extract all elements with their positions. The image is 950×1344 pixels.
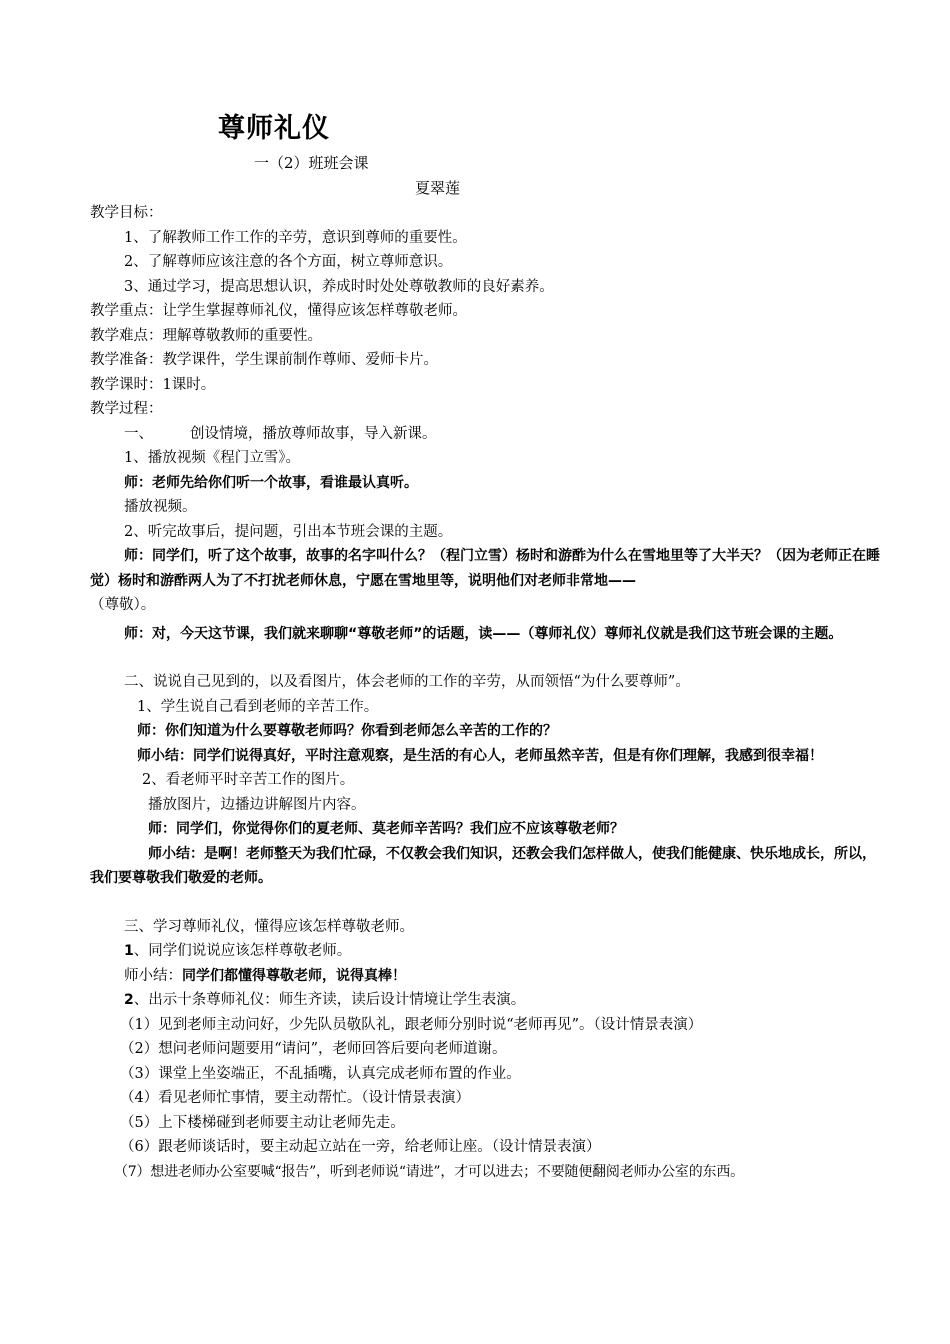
part3-summary — [90, 964, 880, 989]
part1-item2: 2、听完故事后，提问题，引出本节班会课的主题。 — [124, 523, 453, 540]
part1-number: 一、 — [124, 425, 153, 442]
part3-heading: 三、学习尊师礼仪，懂得应该怎样尊敬老师。 — [124, 918, 414, 935]
part3-item2-number: 2 — [124, 992, 134, 1008]
class-subtitle: 一（2）班班会课 — [254, 154, 369, 172]
part2-item2: 2、看老师平时辛苦工作的图片。 — [142, 772, 355, 788]
part1-play: 播放视频。 — [124, 499, 197, 515]
difficulty: 教学难点：理解尊敬教师的重要性。 — [90, 327, 322, 344]
part3-item1-text: 、同学们说说应该怎样尊敬老师。 — [133, 943, 352, 959]
rule-item: （1）见到老师主动问好，少先队员敬队礼，跟老师分别时说“老师再见”。（设计情景表演） — [120, 1016, 703, 1033]
key-point: 教学重点：让学生掌握尊师礼仪，懂得应该怎样尊敬老师。 — [90, 303, 467, 319]
rule-item: （4）看见老师忙事情，要主动帮忙。（设计情景表演） — [120, 1090, 470, 1106]
part1-item1: 1、播放视频《程门立雪》。 — [124, 450, 300, 466]
rule-item: （2）想问老师问题要用“请问”，老师回答后要向老师道谢。 — [120, 1041, 507, 1057]
rule-item: （6）跟老师谈话时，要主动起立站在一旁，给老师让座。（设计情景表演） — [120, 1139, 601, 1155]
part2-heading: 二、说说自己见到的，以及看图片，体会老师的工作的辛劳，从而领悟“为什么要尊师”。 — [124, 674, 690, 690]
part2-item1: 1、学生说自己看到老师的辛苦工作。 — [137, 698, 379, 715]
rule-item: （3）课堂上坐姿端正，不乱插嘴，认真完成老师布置的作业。 — [120, 1065, 521, 1082]
part2-play: 播放图片，边播边讲解图片内容。 — [148, 796, 366, 813]
author-name: 夏翠莲 — [415, 179, 461, 197]
part1-heading-text: 创设情境，播放尊师故事，导入新课。 — [190, 425, 437, 442]
objective-item: 3、通过学习，提高思想认识，养成时时处处尊敬教师的良好素养。 — [124, 278, 554, 295]
process-heading: 教学过程： — [90, 401, 163, 417]
rule-item: （5）上下楼梯碰到老师要主动让老师先走。 — [120, 1114, 405, 1131]
page-title: 尊师礼仪 — [218, 113, 330, 144]
duration: 教学课时：1课时。 — [90, 376, 216, 393]
part3-summary-text: 同学们都懂得尊敬老师，说得真棒！ — [182, 967, 406, 984]
lesson-body — [90, 201, 880, 1184]
part1-heading — [90, 422, 880, 447]
part1-answer2: （尊敬）。 — [90, 597, 156, 613]
part1-teacher1: 师：老师先给你们听一个故事，看谁最认真听。 — [124, 474, 418, 491]
objective-item: 2、了解尊师应该注意的各个方面，树立尊师意识。 — [124, 254, 453, 270]
part3-item1 — [90, 939, 880, 964]
part1-teacher3: 师：对，今天这节课，我们就来聊聊“尊敬老师”的话题，读——（尊师礼仪）尊师礼仪就是我们这节班会课的主题。 — [124, 625, 843, 642]
part1-teacher2: 师：同学们，听了这个故事，故事的名字叫什么？（程门立雪）杨时和游酢为什么在雪地里等了大半天？（因为老师正在睡觉）杨时和游酢两人为了不打扰老师休息，宁愿在雪地里等，说明他们对老师非常地—— — [90, 548, 880, 589]
part2-summary2: 师小结：是啊！老师整天为我们忙碌，不仅教会我们知识，还教会我们怎样做人，使我们能健康、快乐地成长，所以，我们要尊敬我们敬爱的老师。 — [90, 845, 876, 886]
objectives-heading: 教学目标： — [90, 205, 163, 221]
objective-item: 1、了解教师工作工作的辛劳，意识到尊师的重要性。 — [124, 229, 467, 246]
part3-summary-label: 师小结： — [124, 967, 182, 984]
part2-summary1: 师小结：同学们说得真好，平时注意观察，是生活的有心人，老师虽然辛苦，但是有你们理解，我感到很幸福！ — [137, 747, 823, 764]
part3-item2-text: 、出示十条尊师礼仪：师生齐读，读后设计情境让学生表演。 — [133, 992, 526, 1008]
part3-item1-number: 1 — [124, 943, 134, 959]
preparation: 教学准备：教学课件，学生课前制作尊师、爱师卡片。 — [90, 352, 438, 368]
part2-teacher1: 师：你们知道为什么要尊敬老师吗？你看到老师怎么辛苦的工作的？ — [137, 723, 557, 739]
part3-item2 — [90, 988, 880, 1013]
part2-teacher2: 师：同学们，你觉得你们的夏老师、莫老师辛苦吗？我们应不应该尊敬老师？ — [148, 821, 624, 837]
rule-item: （7）想进老师办公室要喊“报告”，听到老师说“请进”，才可以进去；不要随便翻阅老师办公室的东西。 — [114, 1163, 744, 1180]
